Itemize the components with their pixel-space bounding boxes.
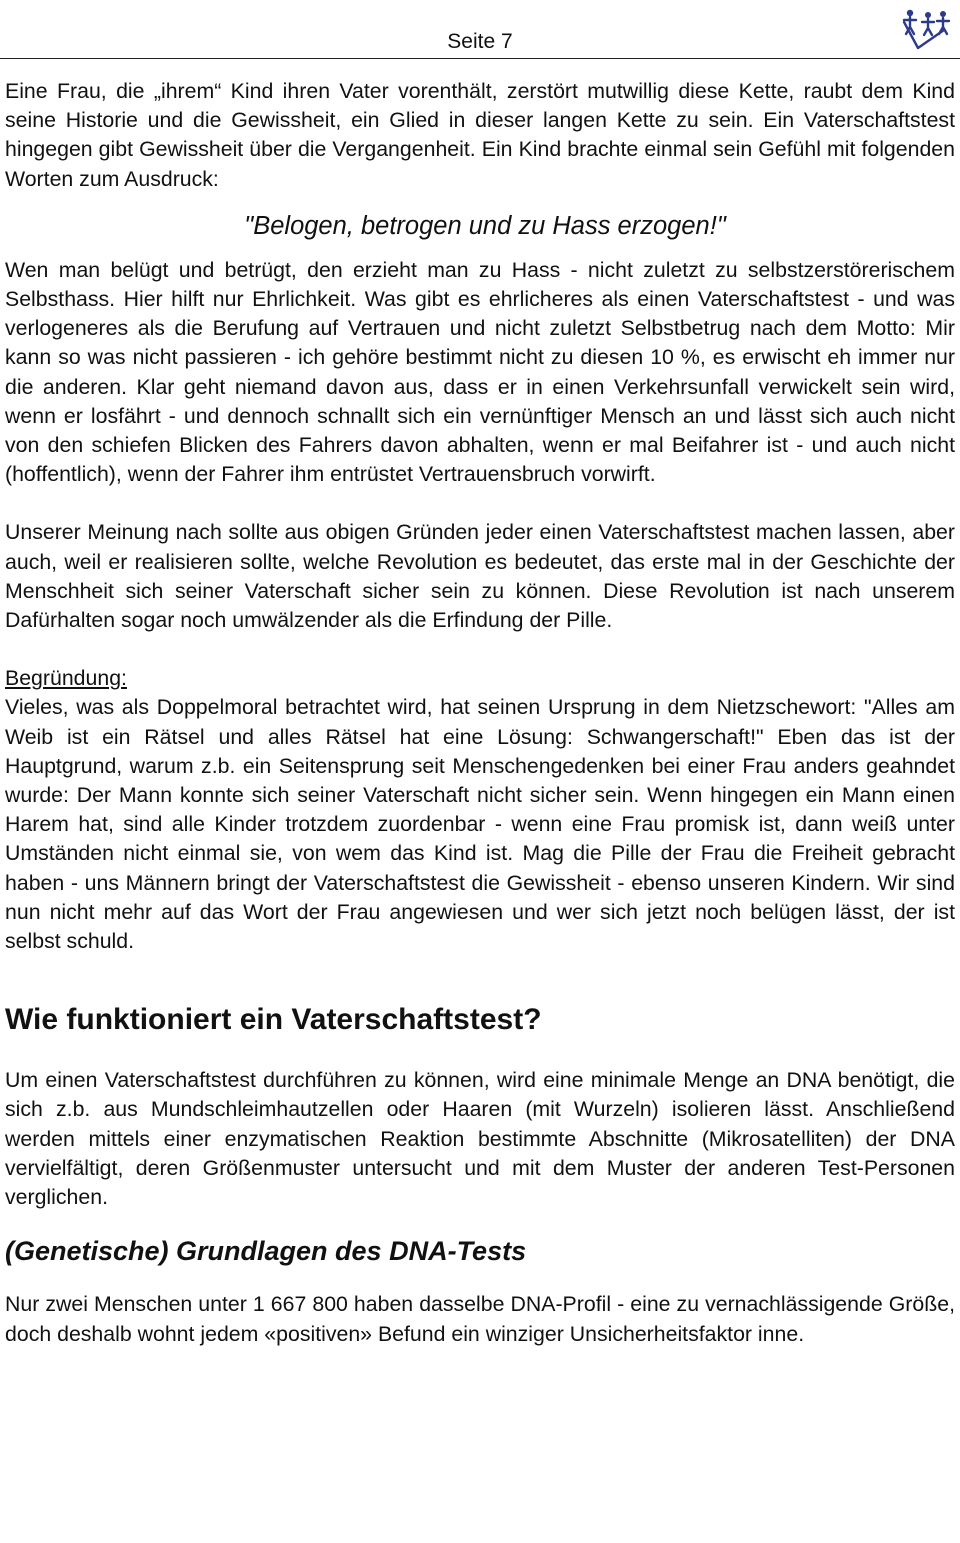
- section-heading-dna-grundlagen: (Genetische) Grundlagen des DNA-Tests: [5, 1236, 527, 1267]
- header-divider: [0, 58, 960, 59]
- paragraph-6: Nur zwei Menschen unter 1 667 800 haben dasselbe DNA-Profil - eine zu vernachlässigende Größe, doch deshalb wohnt jedem «positiven» Befund ein winziger Unsicherheitsfaktor inne.: [5, 1292, 955, 1346]
- paragraph-2: Wen man belügt und betrügt, den erzieht man zu Hass - nicht zuletzt zu selbstzerstörerischem Selbsthass. Hier hilft nur Ehrlichkeit. Was gibt es ehrlicheres als einen Vaterschaftstest - und was verlogeneres als die Berufung auf Vertrauen und nicht zuletzt Selbstbetrug nach dem Motto: Mir kann so was nicht passieren - ich gehöre bestimmt nicht zu diesen 10 %, es erwischt eh immer nur die anderen. Klar geht niemand davon aus, dass er in einen Verkehrsunfall verwickelt sein wird, wenn er losfährt - und dennoch schnallt sich ein vernünftiger Mensch an und lässt sich auch nicht von den schiefen Blicken des Fahrers davon abhalten, wenn er mal Beifahrer ist - und auch nicht (hoffentlich), wenn der Fahrer ihm entrüstet Vertrauensbruch vorwirft.: [5, 257, 955, 487]
- paragraph-4: Vieles, was als Doppelmoral betrachtet wird, hat seinen Ursprung in dem Nietzschewort: "Alles am Weib ist ein Rätsel und alles Rätsel hat eine Lösung: Schwangerschaft!" Eben das ist der Hauptgrund, warum z.b. ein Seitensprung seit Menschengedenken bei einer Frau anders geahndet wurde: Der Mann konnte sich seiner Vaterschaft nicht sicher sein. Wenn hingegen ein Mann einen Harem hat, sind alle Kinder trotzdem zuordenbar - wenn eine Frau promisk ist, dann weiß unter Umständen nicht einmal sie, von wem das Kind ist. Mag die Pille der Frau die Freiheit gebracht haben - uns Männern bringt der Vaterschaftstest die Gewissheit - ebenso unseren Kindern. Wir sind nun nicht mehr auf das Wort der Frau angewiesen und wer sich jetzt noch belügen lässt, der ist selbst schuld.: [5, 695, 955, 954]
- family-logo-icon: [898, 8, 952, 52]
- begruendung-label: Begründung:: [5, 666, 127, 691]
- page-number-label: [0, 30, 960, 54]
- page-header: [0, 0, 960, 62]
- paragraph-3: Unserer Meinung nach sollte aus obigen Gründen jeder einen Vaterschaftstest machen lassen, aber auch, weil er realisieren sollte, welche Revolution es bedeutet, das erste mal in der Geschichte der Menschheit sich seiner Vaterschaft sicher sein zu können. Diese Revolution ist nach unserem Dafürhalten sogar noch umwälzender als die Erfindung der Pille.: [5, 520, 955, 633]
- quote: "Belogen, betrogen und zu Hass erzogen!": [244, 211, 726, 240]
- paragraph-1: Eine Frau, die „ihrem“ Kind ihren Vater vorenthält, zerstört mutwillig diese Kette, raubt dem Kind seine Historie und die Gewissheit, ein Glied in dieser langen Kette zu sein. Ein Vaterschaftstest hingegen gibt Gewissheit über die Vergangenheit. Ein Kind brachte einmal sein Gefühl mit folgenden Worten zum Ausdruck:: [5, 79, 955, 191]
- spacer: [5, 489, 955, 518]
- spacer: [5, 635, 955, 664]
- paragraph-5: Um einen Vaterschaftstest durchführen zu können, wird eine minimale Menge an DNA benötigt, die sich z.b. aus Mundschleimhautzellen oder Haaren (mit Wurzeln) isolieren lässt. Anschließend werden mittels einer enzymatischen Reaktion bestimmte Abschnitte (Mikrosatelliten) der DNA vervielfältigt, deren Größenmuster untersucht und mit dem Muster der anderen Test-Personen verglichen.: [5, 1068, 955, 1210]
- page-number-text: Seite 7: [447, 30, 513, 53]
- document-body: [5, 77, 955, 1349]
- section-heading-vaterschaftstest: Wie funktioniert ein Vaterschaftstest?: [5, 1003, 542, 1037]
